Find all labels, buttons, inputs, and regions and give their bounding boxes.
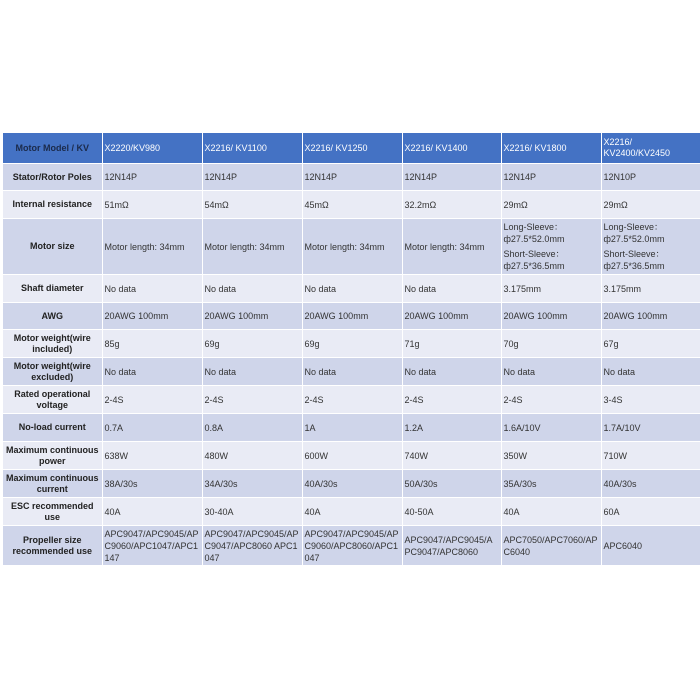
row-label: Motor weight(wire excluded) [3,358,102,386]
table-cell: No data [402,275,501,303]
table-cell: 69g [302,330,402,358]
table-cell: 1.2A [402,414,501,442]
table-cell: 20AWG 100mm [202,303,302,330]
table-cell: 35A/30s [501,470,601,498]
table-cell: 40A [302,498,402,526]
table-cell: No data [302,275,402,303]
table-cell: 2-4S [102,386,202,414]
table-cell: 51mΩ [102,191,202,219]
table-cell: Motor length: 34mm [402,219,501,275]
table-cell: 29mΩ [601,191,700,219]
table-cell: 2-4S [501,386,601,414]
table-cell: No data [202,358,302,386]
motor-spec-table [3,133,700,566]
model-header: X2220/KV980 [102,133,202,164]
table-cell: 20AWG 100mm [501,303,601,330]
table-row [3,219,700,275]
table-cell: 12N14P [102,164,202,191]
table-cell: 40A [501,498,601,526]
long-sleeve-size: Long-Sleeve： ф27.5*52.0mm [503,222,565,244]
row-label: Maximum continuous power [3,442,102,470]
row-label: Internal resistance [3,191,102,219]
table-cell: 40A/30s [601,470,700,498]
table-cell: 71g [402,330,501,358]
table-cell: 12N14P [302,164,402,191]
model-header: X2216/ KV1400 [402,133,501,164]
table-row [3,275,700,303]
model-header: X2216/ KV1250 [302,133,402,164]
table-cell: 38A/30s [102,470,202,498]
row-label: ESC recommended use [3,498,102,526]
table-cell: 20AWG 100mm [302,303,402,330]
table-row [3,526,700,566]
table-cell: 1A [302,414,402,442]
row-label: Rated operational voltage [3,386,102,414]
table-row [3,330,700,358]
table-cell: No data [501,358,601,386]
table-cell: APC9047/APC9045/APC9047/APC8060 [402,526,501,566]
table-cell: 2-4S [302,386,402,414]
row-label: Stator/Rotor Poles [3,164,102,191]
table-cell: 1.7A/10V [601,414,700,442]
table-cell: 20AWG 100mm [102,303,202,330]
table-cell: 45mΩ [302,191,402,219]
short-sleeve-size: Short-Sleeve： ф27.5*36.5mm [503,249,565,271]
table-cell: Motor length: 34mm [102,219,202,275]
table-cell: 85g [102,330,202,358]
table-cell: 67g [601,330,700,358]
table-cell: 480W [202,442,302,470]
table-cell: 50A/30s [402,470,501,498]
table-cell: No data [202,275,302,303]
table-row [3,470,700,498]
row-label: AWG [3,303,102,330]
table-cell: 1.6A/10V [501,414,601,442]
table-row [3,414,700,442]
table-cell: 0.8A [202,414,302,442]
table-cell: 60A [601,498,700,526]
table-row [3,442,700,470]
table-cell: APC9047/APC9045/APC9060/APC1047/APC1147 [102,526,202,566]
table-cell: APC9047/APC9045/APC9047/APC8060 APC1047 [202,526,302,566]
table-cell: 20AWG 100mm [601,303,700,330]
row-label: Shaft diameter [3,275,102,303]
row-label: Maximum continuous current [3,470,102,498]
table-cell: 2-4S [202,386,302,414]
table-cell: 638W [102,442,202,470]
table-row [3,498,700,526]
table-cell: 30-40A [202,498,302,526]
table-cell: Motor length: 34mm [202,219,302,275]
table-cell: 40A/30s [302,470,402,498]
table-cell: 29mΩ [501,191,601,219]
model-header [601,133,700,164]
corner-header: Motor Model / KV [3,133,102,164]
header-row [3,133,700,164]
table-row [3,164,700,191]
row-label: No-load current [3,414,102,442]
table-cell: 600W [302,442,402,470]
table-cell: 69g [202,330,302,358]
table-row [3,386,700,414]
table-cell: 20AWG 100mm [402,303,501,330]
table-cell: 12N14P [501,164,601,191]
table-cell: 740W [402,442,501,470]
table-cell: No data [402,358,501,386]
table-cell: 710W [601,442,700,470]
model-header: X2216/ KV1800 [501,133,601,164]
table-row [3,358,700,386]
table-cell: 70g [501,330,601,358]
table-row [3,303,700,330]
table-cell: 12N14P [402,164,501,191]
table-cell: Motor length: 34mm [302,219,402,275]
table-cell: APC9047/APC9045/APC9060/APC8060/APC1047 [302,526,402,566]
table-cell: 32.2mΩ [402,191,501,219]
table-row [3,191,700,219]
table-cell: APC6040 [601,526,700,566]
model-header: X2216/ KV1100 [202,133,302,164]
table-cell: 2-4S [402,386,501,414]
table-cell: No data [102,275,202,303]
row-label: Motor weight(wire included) [3,330,102,358]
table-cell: 12N14P [202,164,302,191]
long-sleeve-size: Long-Sleeve： ф27.5*52.0mm [603,222,665,244]
table-cell: 0.7A [102,414,202,442]
table-cell: 3.175mm [501,275,601,303]
table-cell: 350W [501,442,601,470]
table-cell [601,219,700,275]
table-cell: APC7050/APC7060/APC6040 [501,526,601,566]
row-label: Motor size [3,219,102,275]
short-sleeve-size: Short-Sleeve： ф27.5*36.5mm [603,249,665,271]
table-cell: 54mΩ [202,191,302,219]
table-cell: 12N10P [601,164,700,191]
table-cell: No data [102,358,202,386]
model-header-line: X2216/ KV2400/KV2450 [603,137,671,158]
table-cell: 3.175mm [601,275,700,303]
table-cell: 40-50A [402,498,501,526]
table-cell: No data [601,358,700,386]
table-cell: 34A/30s [202,470,302,498]
row-label: Propeller size recommended use [3,526,102,566]
table-cell: No data [302,358,402,386]
table-cell: 3-4S [601,386,700,414]
table-cell [501,219,601,275]
table-cell: 40A [102,498,202,526]
